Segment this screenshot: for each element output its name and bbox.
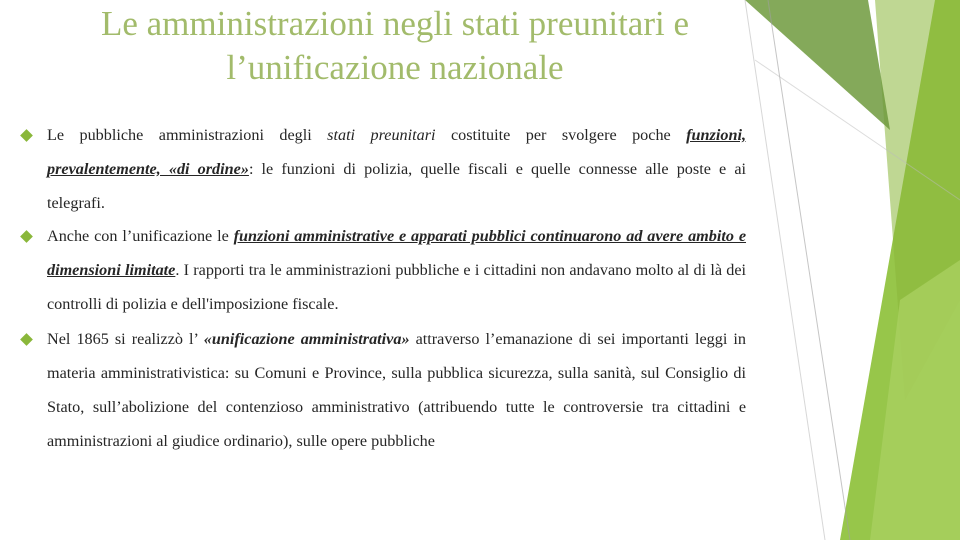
bullet-list (20, 118, 746, 458)
bullet-2-text-c: . I rapporti tra le amministrazioni pubbliche e i cittadini non andavano molto al di là dei controlli di polizia e dell'imposizione fiscale. (47, 261, 747, 313)
diamond-bullet-icon (20, 230, 33, 243)
slide-title (0, 0, 790, 90)
bullet-3-text-c: attraverso l’emanazione di sei importanti leggi in materia amministrativistica: su Comuni e Province, sulla pubblica sicurezza, sulla sanità, sul Consiglio di Stato, sull’abolizione del contenzioso amministrativo (attribuendo tutte le controversie tra cittadini e amministrazioni al giudice ordinario), sulle opere pubbliche (47, 330, 746, 450)
bullet-1-text-b: stati preunitari (327, 126, 436, 144)
bullet-item-2 (20, 219, 746, 321)
bullet-1-text-e: : le funzioni di polizia, quelle fiscali e quelle connesse alle poste e ai telegrafi. (47, 160, 746, 212)
bullet-1-text-a: Le pubbliche amministrazioni degli (47, 126, 328, 144)
bullet-3-text-b: «unificazione amministrativa» (203, 330, 410, 348)
bullet-2-text-a: Anche con l’unificazione le (47, 227, 234, 245)
diamond-bullet-icon (20, 129, 33, 142)
slide-title-line-2: l’unificazione nazionale (226, 48, 564, 87)
diamond-bullet-icon (20, 333, 33, 346)
bullet-2-text-b: funzioni amministrative e apparati pubblici continuarono ad avere ambito e dimensioni limitate (47, 227, 747, 279)
bullet-3-text-a: Nel 1865 si realizzò l’ (47, 330, 204, 348)
bullet-1-text-d: funzioni, prevalentemente, «di ordine» (47, 126, 746, 178)
bullet-item-1 (20, 118, 746, 220)
bullet-item-3 (20, 322, 746, 458)
bullet-1-text-c: costituite per svolgere poche (435, 126, 687, 144)
slide-title-line-1: Le amministrazioni negli stati preunitari e (100, 4, 689, 43)
